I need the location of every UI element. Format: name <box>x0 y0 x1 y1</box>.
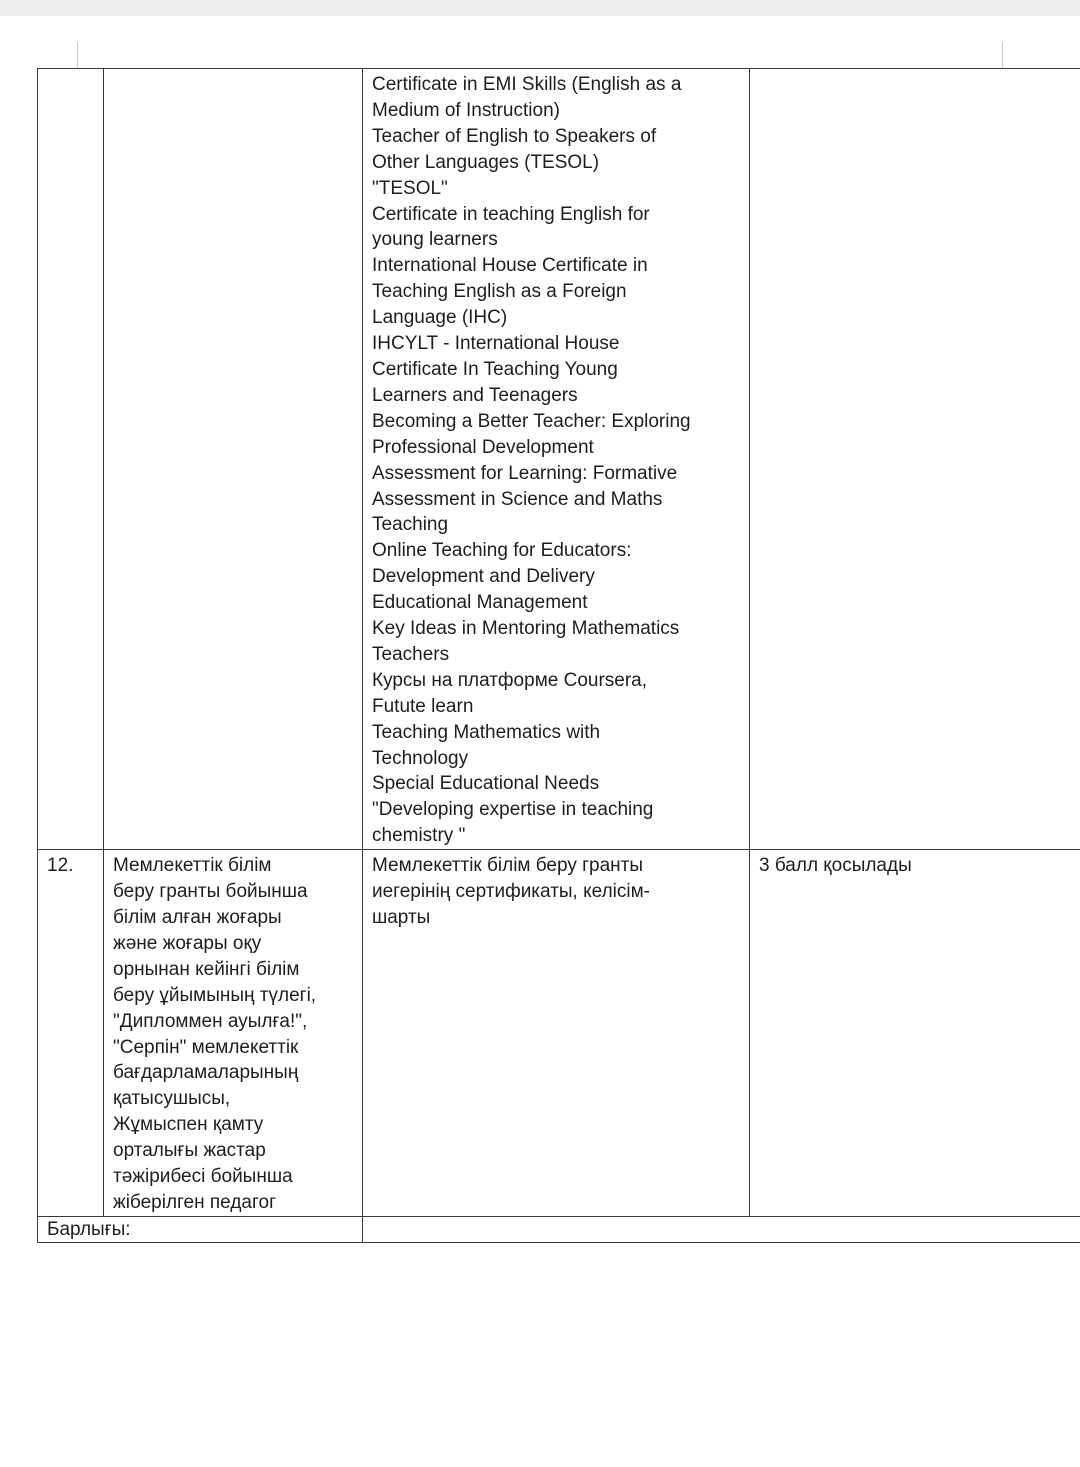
documents-cell <box>363 850 750 1217</box>
text-line: беру ұйымының түлегі, <box>113 984 317 1006</box>
table-row-continued <box>38 69 1080 850</box>
text-line: "Серпін" мемлекеттік <box>113 1036 299 1058</box>
text-line: Medium of Instruction) <box>372 99 560 121</box>
text-line: жіберілген педагог <box>113 1191 276 1213</box>
text-line: Professional Development <box>372 436 594 458</box>
margin-corner-mark-right <box>1002 42 1003 69</box>
text-line: "TESOL" <box>372 177 448 199</box>
total-label-cell: Барлығы: <box>38 1216 363 1242</box>
text-line: шарты <box>372 907 431 928</box>
text-line: білім алған жоғары <box>113 907 282 928</box>
text-line: International House Certificate in <box>372 255 648 277</box>
text-line: Other Languages (TESOL) <box>372 151 600 173</box>
text-line: Online Teaching for Educators: <box>372 540 632 562</box>
text-line: Курсы на платформе Coursera, <box>372 669 648 691</box>
text-line: орнынан кейінгі білім <box>113 958 300 980</box>
text-line: Special Educational Needs <box>372 773 600 795</box>
text-line: бағдарламаларының <box>113 1062 299 1084</box>
text-line: IHCYLT - International House <box>372 333 620 355</box>
table-row-12 <box>38 850 1080 1217</box>
text-line: Assessment for Learning: Formative <box>372 462 678 484</box>
text-line: Teacher of English to Speakers of <box>372 125 657 147</box>
text-line: Certificate in teaching English for <box>372 203 650 225</box>
text-line: қатысушысы, <box>113 1088 231 1110</box>
text-line: Teaching <box>372 514 449 536</box>
text-line: иегерінің сертификаты, келісім- <box>372 881 650 903</box>
page-top-bar <box>0 0 1080 16</box>
text-line: Becoming a Better Teacher: Exploring <box>372 410 691 432</box>
text-line: және жоғары оқу <box>113 932 262 954</box>
text-line: Жұмыспен қамту <box>113 1114 264 1136</box>
text-line: Teaching English as a Foreign <box>372 281 627 303</box>
text-line: Learners and Teenagers <box>372 384 578 406</box>
points-cell <box>750 69 1080 850</box>
text-line: young learners <box>372 229 498 251</box>
text-line: chemistry " <box>372 825 466 847</box>
text-line: Technology <box>372 747 469 769</box>
text-line: тәжірибесі бойынша <box>113 1166 293 1188</box>
text-line: Certificate in EMI Skills (English as a <box>372 74 682 95</box>
text-line: Certificate In Teaching Young <box>372 358 618 380</box>
text-line: "Дипломмен ауылға!", <box>113 1010 308 1032</box>
criteria-table <box>37 68 1080 1243</box>
margin-corner-mark-left <box>77 42 78 69</box>
criterion-cell <box>104 69 363 850</box>
text-line: Language (IHC) <box>372 307 508 329</box>
text-line: Мемлекеттік білім беру гранты <box>372 855 644 877</box>
row-number-cell: 12. <box>38 850 104 1217</box>
text-line: Educational Management <box>372 592 588 614</box>
text-line: "Developing expertise in teaching <box>372 799 654 821</box>
documents-cell <box>363 69 750 850</box>
points-cell: 3 балл қосылады <box>750 850 1080 1217</box>
text-line: Teachers <box>372 643 450 665</box>
table-row-total <box>38 1216 1080 1242</box>
text-line: беру гранты бойынша <box>113 881 308 903</box>
text-line: Key Ideas in Mentoring Mathematics <box>372 618 680 640</box>
text-line: Мемлекеттік білім <box>113 855 272 877</box>
criterion-cell <box>104 850 363 1217</box>
row-number-cell <box>38 69 104 850</box>
text-line: орталығы жастар <box>113 1140 266 1162</box>
total-value-cell <box>363 1216 1080 1242</box>
text-line: Teaching Mathematics with <box>372 721 601 743</box>
text-line: Futute learn <box>372 695 474 717</box>
text-line: Assessment in Science and Maths <box>372 488 663 510</box>
text-line: Development and Delivery <box>372 566 595 588</box>
